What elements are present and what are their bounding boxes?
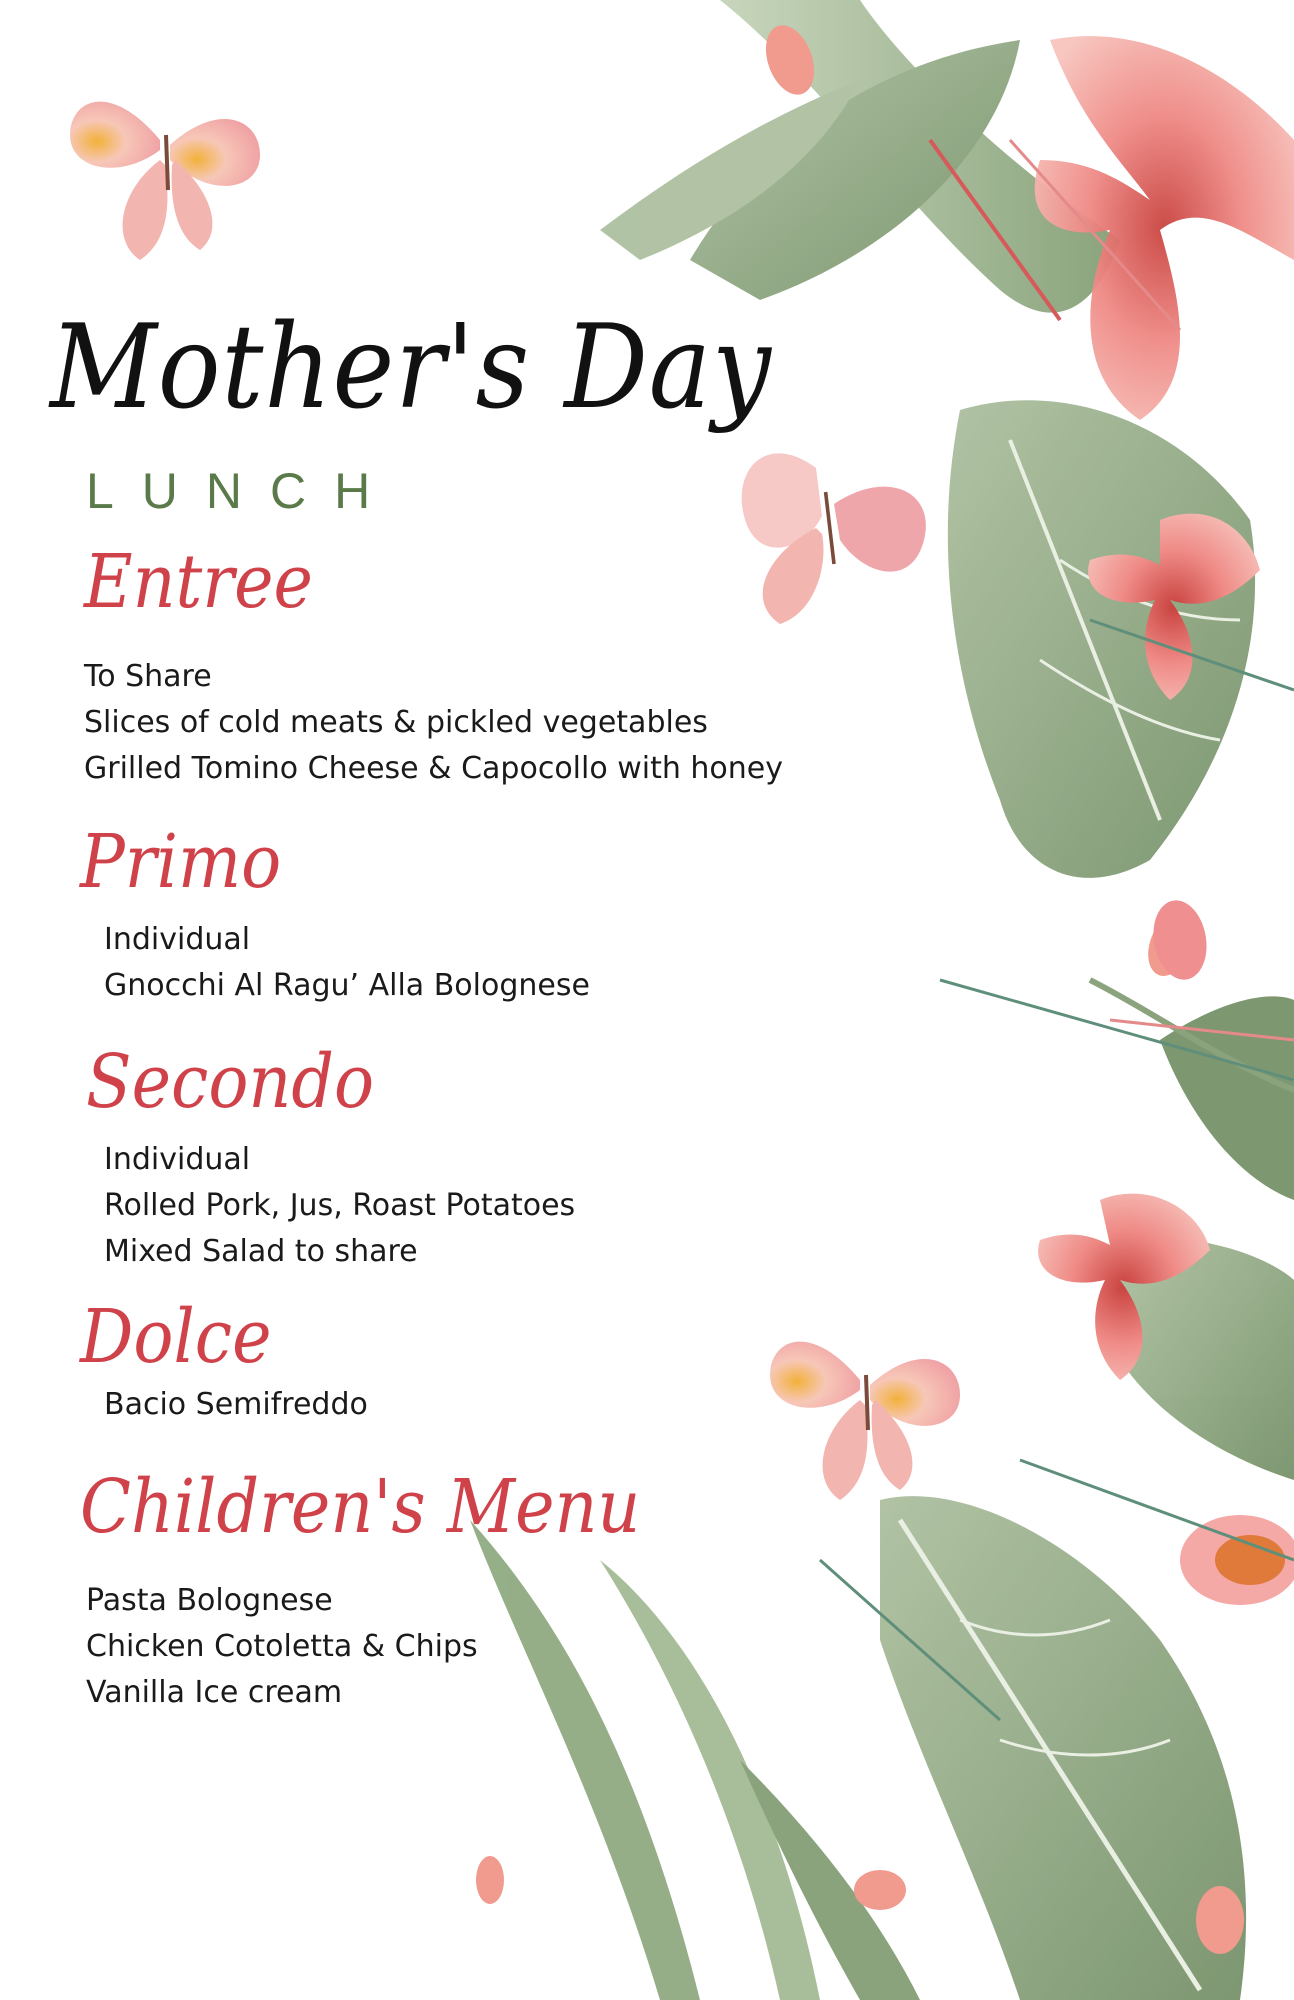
menu-section-entree xyxy=(84,539,784,792)
section-heading: Primo xyxy=(80,819,282,905)
section-heading: Children's Menu xyxy=(80,1464,641,1550)
butterfly-icon xyxy=(70,102,260,260)
section-heading: Secondo xyxy=(86,1039,375,1125)
section-heading: Entree xyxy=(84,539,313,625)
menu-item: Vanilla Ice cream xyxy=(86,1675,343,1710)
page-title: Mother's Day xyxy=(50,300,772,435)
menu-item: Pasta Bolognese xyxy=(86,1583,333,1618)
menu-item: Bacio Semifreddo xyxy=(104,1387,368,1422)
section-heading: Dolce xyxy=(80,1294,272,1380)
menu-item: Gnocchi Al Ragu’ Alla Bolognese xyxy=(104,968,590,1003)
page-subtitle: LUNCH xyxy=(86,463,399,519)
menu-item: Chicken Cotoletta & Chips xyxy=(86,1629,478,1664)
menu-section-secondo xyxy=(86,1039,576,1275)
menu-item: Rolled Pork, Jus, Roast Potatoes xyxy=(104,1188,576,1223)
menu-item: Individual xyxy=(104,922,251,957)
butterfly-icon xyxy=(770,1342,960,1500)
menu-item: Individual xyxy=(104,1142,251,1177)
menu-section-childrens xyxy=(80,1464,703,1716)
menu-item: Mixed Salad to share xyxy=(104,1234,418,1269)
menu-section-primo xyxy=(80,819,590,1009)
menu-item: To Share xyxy=(84,659,212,694)
menu-item: Slices of cold meats & pickled vegetables xyxy=(84,705,708,740)
menu-item: Grilled Tomino Cheese & Capocollo with honey xyxy=(84,751,784,786)
menu-section-dolce xyxy=(80,1294,368,1428)
